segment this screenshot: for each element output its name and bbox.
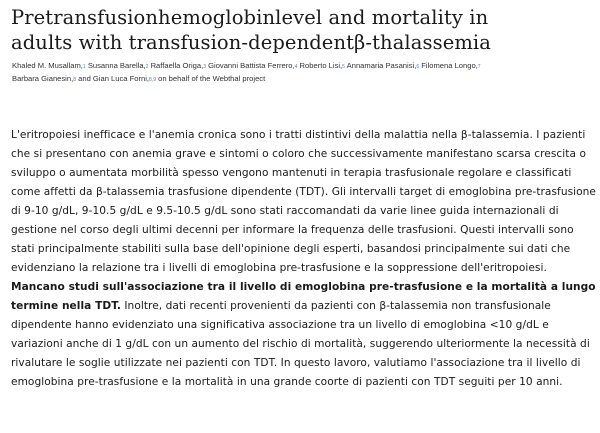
- author-affiliation: 2: [145, 64, 149, 70]
- abstract-text-conclusion: Inoltre, dati recenti provenienti da pazienti con β-talassemia non transfusionale dipendente hanno evidenziato una significativa associazione tra un livello di emoglobina <10 g/dL e variazioni anche di 1 g/dL con un aumento del rischio di mortalità, suggerendo ulteriormente la necessità di rivalutare le soglie utilizzate nei pazienti con TDT. In questo lavoro, valutiamo l'associazione tra il livello di emoglobina pre-trasfusione e la mortalità in una grande coorte di pazienti con TDT seguiti per 10 anni.: [11, 300, 590, 388]
- author-name: Barbara Gianesin,: [12, 74, 74, 83]
- author-name: Raffaella Origa,: [150, 61, 204, 70]
- title-line-2: adults with transfusion-dependentβ-thalassemia: [11, 31, 491, 54]
- paper-title: [11, 5, 591, 55]
- abstract-text-intro: L'eritropoiesi inefficace e l'anemia cronica sono i tratti distintivi della malattia nella β-talassemia. I pazienti che si presentano con anemia grave e sintomi o coloro che successivamente manifestano scarsa crescita o sviluppo o aumentata morbilità spesso vengono mantenuti in terapia trasfusionale regolare e classificati come affetti da β-talassemia trasfusione dipendente (TDT). Gli intervalli target di emoglobina pre-trasfusione di 9-10 g/dL, 9-10.5 g/dL e 9.5-10.5 g/dL sono stati raccomandati da varie linee guida internazionali di gestione nel corso degli ultimi decenni per informare la frequenza delle trasfusioni. Questi intervalli sono stati principalmente stabiliti sulla base dell'opinione degli esperti, basandosi principalmente sui dati che evidenziano la relazione tra i livelli di emoglobina pre-trasfusione e la soppressione dell'eritropoiesi.: [11, 129, 597, 274]
- author-name: Annamaria Pasanisi,: [346, 61, 417, 70]
- author-affiliation: 8: [73, 77, 76, 83]
- abstract-highlight: Mancano studi sull'associazione tra il livello di emoglobina pre-trasfusione e la mortalità a lungo termine nella TDT.: [11, 281, 596, 312]
- author-affiliation: 3: [203, 64, 206, 70]
- author-affiliation: 6: [416, 64, 420, 70]
- author-list: [12, 60, 582, 86]
- author-affiliation: 7: [477, 64, 481, 70]
- title-line-1: Pretransfusionhemoglobinlevel and mortality in: [11, 6, 489, 29]
- author-name: Khaled M. Musallam,: [12, 61, 83, 70]
- author-name: Roberto Lisi,: [299, 61, 343, 70]
- abstract-paragraph: [11, 126, 597, 392]
- author-affiliation: 1: [82, 64, 86, 70]
- author-name: Giovanni Battista Ferrero,: [208, 61, 295, 70]
- author-affiliation: 4: [294, 64, 298, 70]
- author-name: and Gian Luca Forni,: [78, 74, 150, 83]
- authors-suffix: on behalf of the Webthal project: [158, 74, 266, 83]
- author-affiliation: 5: [342, 64, 345, 70]
- author-name: Filomena Longo,: [421, 61, 478, 70]
- author-name: Susanna Barella,: [87, 61, 146, 70]
- author-affiliation: 8,9: [149, 77, 156, 83]
